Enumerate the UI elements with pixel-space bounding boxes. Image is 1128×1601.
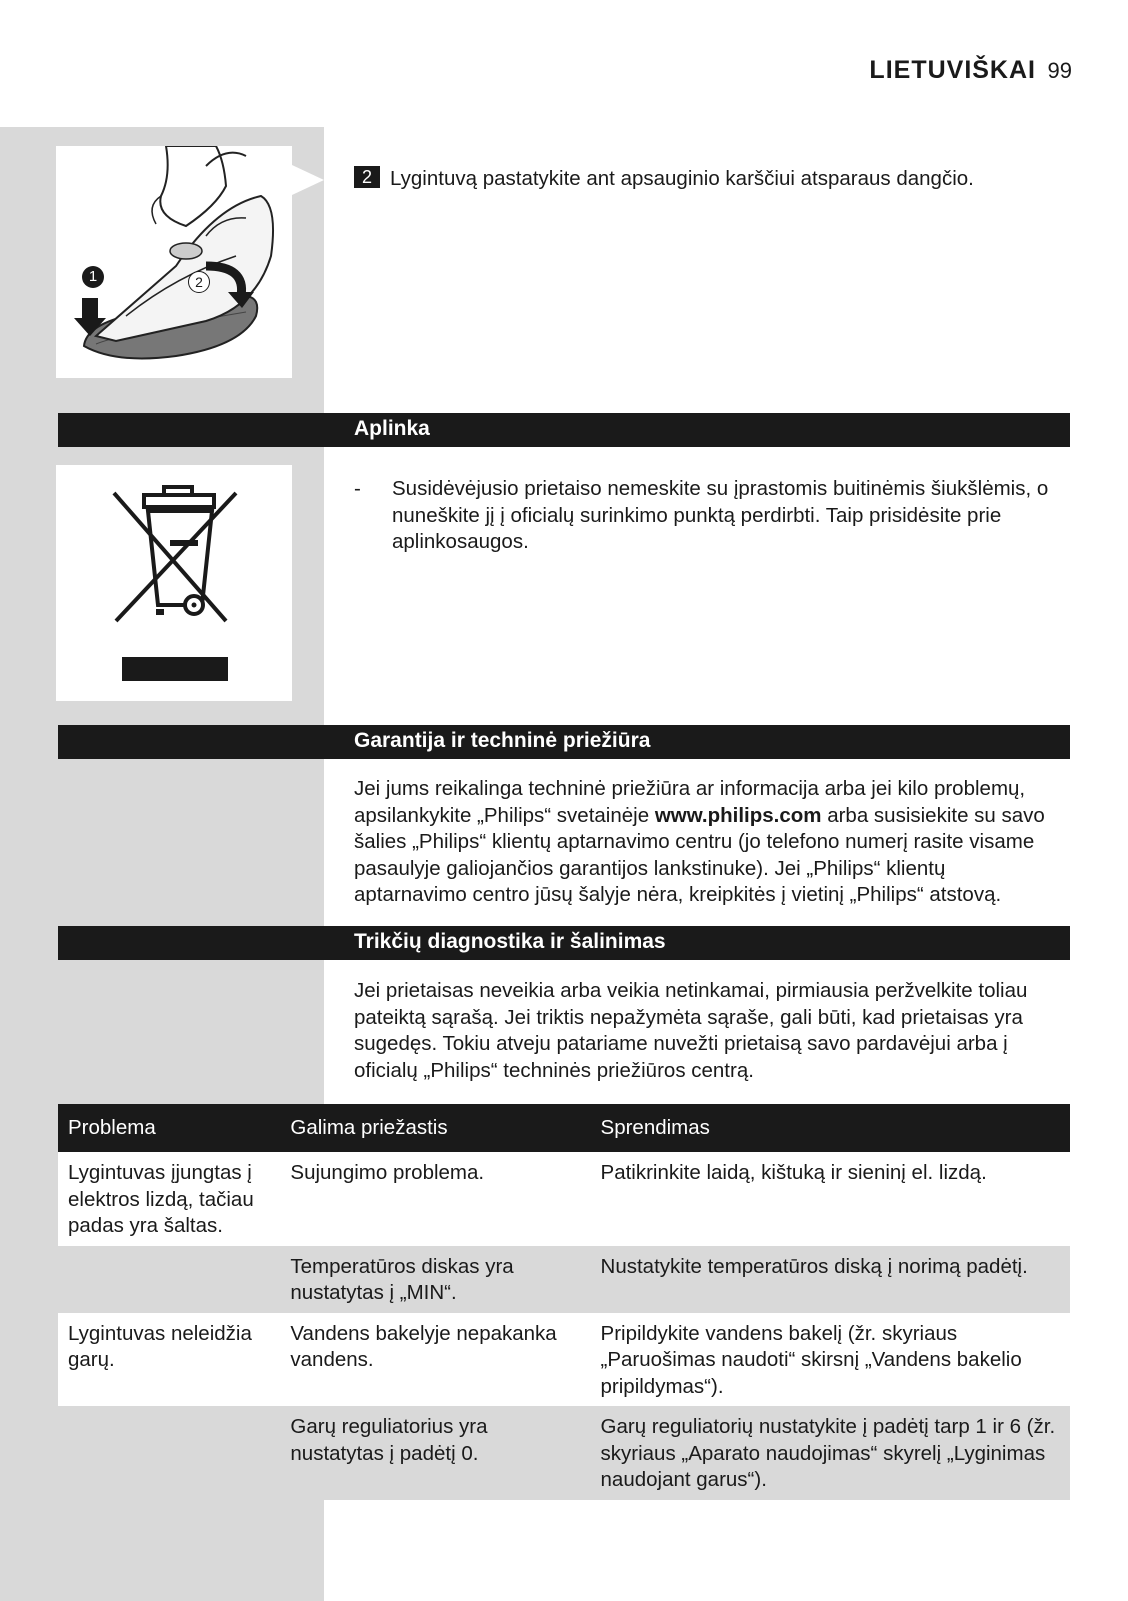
image-pointer (292, 165, 324, 195)
cell-solution: Garų reguliatorių nustatykite į padėtį tarp 1 ir 6 (žr. skyriaus „Aparato naudojimas“ skyrelį „Lyginimas naudojant garus“). (591, 1406, 1070, 1500)
section-bar-guarantee (58, 725, 1070, 759)
guarantee-text-after: arba susisiekite su savo šalies „Philips“ klientų aptarnavimo centru (jo telefono numerį rasite visame pasaulyje galiojančios garantijos lankstinuke). Jei „Philips“ klientų aptarnavimo centro jūsų šalyje nėra, kreipkitės į vietinį „Philips“ atstovą. (354, 803, 1045, 906)
cell-solution: Patikrinkite laidą, kištuką ir sieninį el. lizdą. (591, 1152, 1070, 1246)
section-bar-troubleshooting (58, 926, 1070, 960)
cell-solution: Pripildykite vandens bakelį (žr. skyriaus „Paruošimas naudoti“ skirsnį „Vandens bakelio pripildymas“). (591, 1313, 1070, 1407)
cell-cause: Temperatūros diskas yra nustatytas į „MIN“. (280, 1246, 590, 1313)
iron-on-stand-icon (56, 146, 292, 378)
table-row (58, 1246, 1070, 1313)
troubleshooting-intro: Jei prietaisas neveikia arba veikia netinkamai, pirmiausia peržvelkite toliau pateiktą sąrašą. Jei triktis nepažymėta sąraše, gali būti, kad prietaisas yra sugedęs. Tokiu atveju patariame nuvežti prietaisą savo pardavėjui arba į oficialų „Philips“ techninės priežiūros centrą. (354, 979, 1028, 1082)
crossed-out-bin-icon (56, 465, 292, 701)
header-problem: Problema (58, 1104, 280, 1152)
guarantee-paragraph (354, 776, 1058, 909)
header-solution: Sprendimas (591, 1104, 1070, 1152)
troubleshooting-table (58, 1104, 1070, 1500)
step-number: 2 (354, 166, 380, 188)
guarantee-text-before: Jei jums reikalinga techninė priežiūra ar informacija arba jei kilo problemų, apsilankykite „Philips“ svetainėje (354, 777, 1026, 827)
callout-2-badge: 2 (188, 271, 210, 293)
environment-list-item (354, 476, 1054, 556)
section-title-environment: Aplinka (354, 417, 430, 440)
philips-url-link[interactable]: www.philips.com (654, 803, 822, 827)
cell-problem (58, 1406, 280, 1500)
cell-problem (58, 1246, 280, 1313)
cell-cause: Vandens bakelyje nepakanka vandens. (280, 1313, 590, 1407)
section-title-troubleshooting: Trikčių diagnostika ir šalinimas (354, 930, 666, 953)
table-row (58, 1152, 1070, 1246)
callout-1-badge: 1 (82, 266, 104, 288)
language-heading: LIETUVIŠKAI (869, 56, 1036, 84)
cell-cause: Sujungimo problema. (280, 1152, 590, 1246)
list-dash: - (354, 477, 361, 500)
header-cause: Galima priežastis (280, 1104, 590, 1152)
table-row (58, 1406, 1070, 1500)
step-2-text: Lygintuvą pastatykite ant apsauginio karščiui atsparaus dangčio. (390, 167, 974, 190)
table-row (58, 1313, 1070, 1407)
cell-cause: Garų reguliatorius yra nustatytas į padėtį 0. (280, 1406, 590, 1500)
section-bar-environment (58, 413, 1070, 447)
section-title-guarantee: Garantija ir techninė priežiūra (354, 729, 651, 752)
cell-problem: Lygintuvas įjungtas į elektros lizdą, tačiau padas yra šaltas. (58, 1152, 280, 1246)
iron-illustration (56, 146, 292, 378)
weee-illustration (56, 465, 292, 701)
table-header-row (58, 1104, 1070, 1152)
cell-problem: Lygintuvas neleidžia garų. (58, 1313, 280, 1407)
environment-text: Susidėvėjusio prietaiso nemeskite su įprastomis buitinėmis šiukšlėmis, o nuneškite jį į oficialų surinkimo punktą perdirbti. Taip prisidėsite prie aplinkosaugos. (392, 477, 1049, 553)
page-number: 99 (1047, 58, 1072, 83)
step-2 (354, 166, 1054, 193)
cell-solution: Nustatykite temperatūros diską į norimą padėtį. (591, 1246, 1070, 1313)
